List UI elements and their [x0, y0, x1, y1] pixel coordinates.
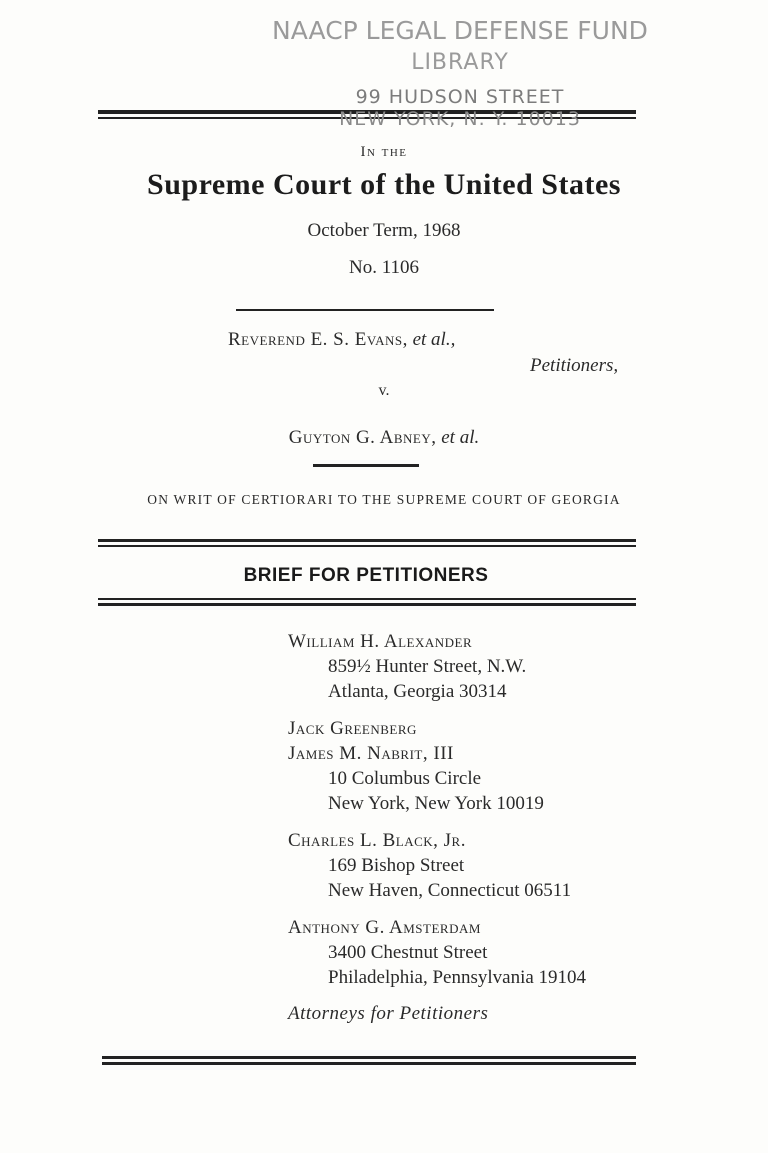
attorney-address-line: 10 Columbus Circle: [328, 768, 482, 789]
title-rule-bottom-1: [98, 598, 636, 600]
respondent-et-al: et al.: [441, 427, 480, 448]
attorney-name: William H. Alexander: [288, 631, 473, 652]
in-the-label: In the: [360, 144, 408, 160]
writ-line: ON WRIT OF CERTIORARI TO THE SUPREME COURT OF GEORGIA: [147, 492, 621, 507]
attorney-name: Anthony G. Amsterdam: [288, 917, 481, 938]
petitioner-name: Reverend E. S. Evans,: [228, 329, 408, 350]
respondent-name: Guyton G. Abney,: [288, 427, 437, 448]
library-stamp-line-2: LIBRARY: [411, 50, 509, 75]
docket-number: No. 1106: [348, 257, 420, 278]
respondent-line: [0, 427, 768, 449]
library-stamp-line-4: NEW YORK, N. Y. 10013: [339, 108, 581, 130]
petitioner-role: Petitioners,: [530, 355, 619, 376]
library-stamp-line-3: 99 HUDSON STREET: [355, 86, 565, 108]
attorney-address-line: 859½ Hunter Street, N.W.: [328, 656, 527, 677]
attorney-address-line: New Haven, Connecticut 06511: [328, 880, 572, 901]
attorney-name: Charles L. Black, Jr.: [288, 830, 466, 851]
bottom-rule-2: [102, 1062, 636, 1065]
attorney-address-line: 3400 Chestnut Street: [328, 942, 488, 963]
attorney-name: James M. Nabrit, III: [288, 743, 454, 764]
attorneys-for-label: Attorneys for Petitioners: [288, 1003, 489, 1024]
library-stamp-line-1: NAACP LEGAL DEFENSE FUND: [272, 16, 648, 45]
petitioner-line: [228, 329, 455, 351]
attorney-address-line: 169 Bishop Street: [328, 855, 465, 876]
term: October Term, 1968: [307, 220, 461, 241]
parties-divider: [313, 464, 419, 467]
attorney-address-line: Philadelphia, Pennsylvania 19104: [328, 967, 587, 988]
court-name: Supreme Court of the United States: [147, 168, 621, 201]
attorney-address-line: Atlanta, Georgia 30314: [328, 681, 507, 702]
brief-title: BRIEF FOR PETITIONERS: [243, 565, 489, 586]
petitioner-et-al: et al.,: [412, 329, 456, 350]
versus: v.: [378, 382, 390, 399]
title-rule-bottom-2: [98, 603, 636, 606]
bottom-rule-1: [102, 1056, 636, 1059]
title-rule-top-2: [98, 545, 636, 547]
attorney-address-line: New York, New York 10019: [328, 793, 544, 814]
caption-divider: [236, 309, 494, 311]
attorney-name: Jack Greenberg: [288, 718, 417, 739]
title-rule-top-1: [98, 539, 636, 542]
